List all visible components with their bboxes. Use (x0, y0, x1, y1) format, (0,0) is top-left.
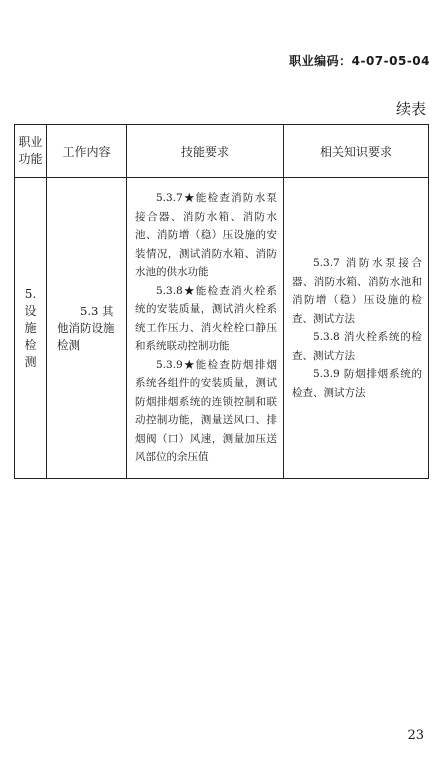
function-cell (15, 178, 47, 479)
column-header-knowledge: 相关知识要求 (284, 125, 429, 178)
work-content-text: 5.3 其他消防设施检测 (57, 303, 115, 352)
page-number: 23 (407, 728, 424, 743)
function-header-line: 功能 (18, 152, 43, 166)
skills-table (14, 124, 429, 479)
knowledge-item: 5.3.8 消火栓系统的检查、测试方法 (292, 331, 422, 362)
skill-item: 5.3.8★能检查消火栓系统的安装质量，测试消火栓系统工作压力、消火栓栓口静压和系统联动控制功能 (135, 284, 277, 353)
function-number: 5. (24, 286, 37, 301)
column-header-function (15, 125, 47, 178)
function-header-line: 职业 (18, 135, 43, 149)
function-char: 施 (24, 320, 37, 335)
knowledge-item: 5.3.9 防烟排烟系统的检查、测试方法 (292, 368, 422, 399)
column-header-skills: 技能要求 (127, 125, 284, 178)
table-row (15, 178, 429, 479)
function-char: 设 (24, 303, 37, 318)
skill-item: 5.3.9★能检查防烟排烟系统各组件的安装质量，测试防烟排烟系统的连锁控制和联动控制功能，测量送风口、排烟阀（口）风速，测量加压送风部位的余压值 (135, 358, 277, 464)
skill-item: 5.3.7★能检查消防水泵接合器、消防水箱、消防水池、消防增（稳）压设施的安装情况，测试消防水箱、消防水池的供水功能 (135, 192, 277, 279)
knowledge-cell (284, 178, 429, 479)
occupation-code: 职业编码：4-07-05-04 (289, 54, 430, 68)
continued-table-label: 续表 (395, 100, 426, 118)
function-char: 检 (24, 337, 37, 352)
work-content-cell (47, 178, 127, 479)
skills-cell (127, 178, 284, 479)
function-char: 测 (24, 354, 37, 369)
table-header-row (15, 125, 429, 178)
knowledge-item: 5.3.7 消防水泵接合器、消防水箱、消防水池和消防增（稳）压设施的检查、测试方法 (292, 257, 422, 325)
column-header-work-content: 工作内容 (47, 125, 127, 178)
